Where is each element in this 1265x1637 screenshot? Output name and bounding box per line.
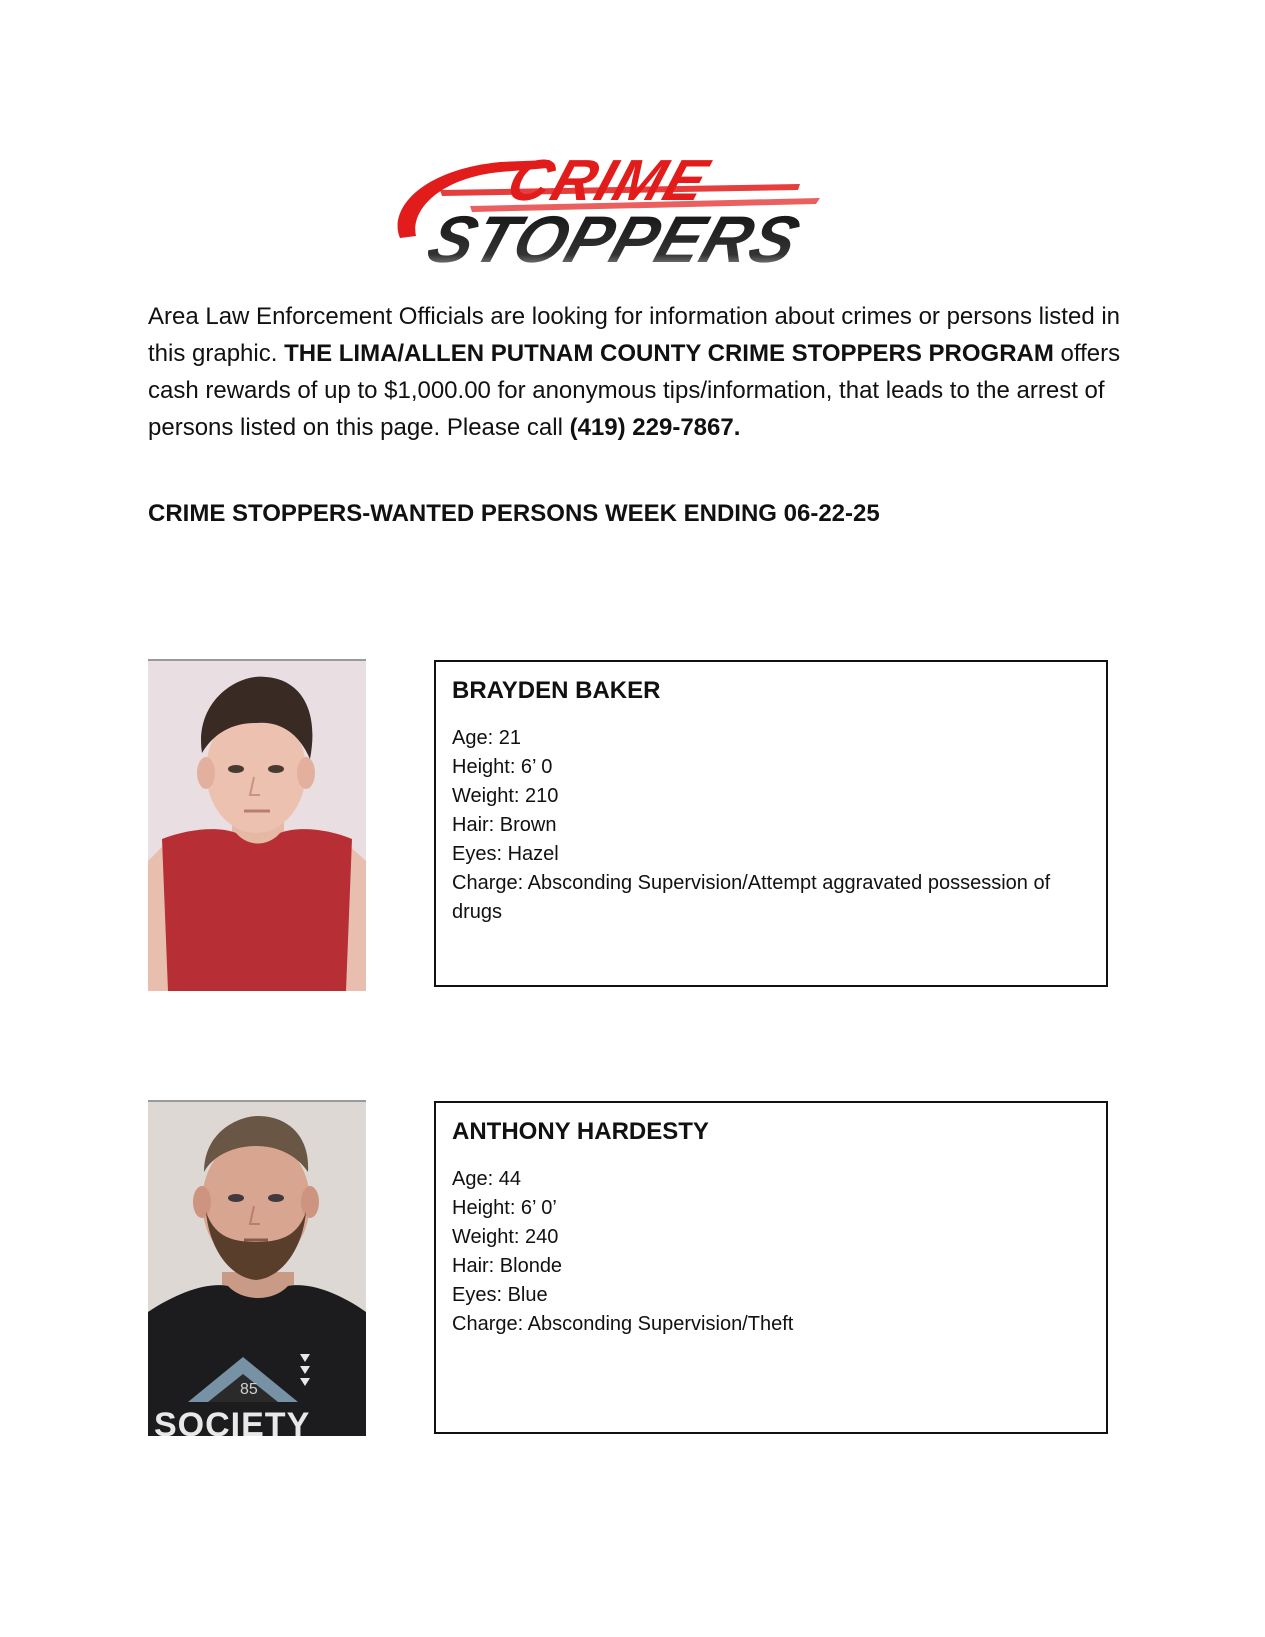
wanted-person-card xyxy=(434,1101,1108,1434)
logo-line2: STOPPERS xyxy=(418,203,809,277)
person-age: Age: 21 xyxy=(452,727,521,749)
wanted-person-card xyxy=(434,660,1108,987)
person-hair: Hair: Blonde xyxy=(452,1255,563,1277)
crime-stoppers-logo xyxy=(380,150,850,280)
person-age: Age: 44 xyxy=(452,1168,521,1190)
person-charge: Charge: Absconding Supervision/Theft xyxy=(452,1313,794,1335)
person-eyes: Eyes: Blue xyxy=(452,1284,548,1306)
person-eyes: Eyes: Hazel xyxy=(452,843,559,865)
logo-line1: CRIME xyxy=(499,150,718,213)
intro-paragraph xyxy=(148,298,1128,446)
intro-text-2: offers cash rewards of up to $1,000.00 for anonymous tips/information, that leads to the arrest of persons listed on this page. Please call xyxy=(148,340,1121,441)
person-name: BRAYDEN BAKER xyxy=(452,677,661,704)
mugshot-photo xyxy=(148,1100,366,1436)
week-title: CRIME STOPPERS-WANTED PERSONS WEEK ENDING 06-22-25 xyxy=(148,500,880,527)
intro-phone: (419) 229-7867. xyxy=(569,414,741,441)
person-weight: Weight: 210 xyxy=(452,785,559,807)
person-height: Height: 6’ 0’ xyxy=(452,1197,557,1219)
intro-text-1: Area Law Enforcement Officials are looking for information about crimes or persons listed in this graphic. xyxy=(148,303,1121,367)
mugshot-photo xyxy=(148,659,366,991)
person-height: Height: 6’ 0 xyxy=(452,756,553,778)
person-weight: Weight: 240 xyxy=(452,1226,559,1248)
person-charge: Charge: Absconding Supervision/Attempt aggravated possession of drugs xyxy=(452,872,1051,923)
person-hair: Hair: Brown xyxy=(452,814,557,836)
shirt-number: 85 xyxy=(240,1381,258,1398)
person-name: ANTHONY HARDESTY xyxy=(452,1118,709,1145)
intro-program-name: THE LIMA/ALLEN PUTNAM COUNTY CRIME STOPPERS PROGRAM xyxy=(284,340,1054,367)
shirt-text: SOCIETY xyxy=(154,1406,311,1436)
